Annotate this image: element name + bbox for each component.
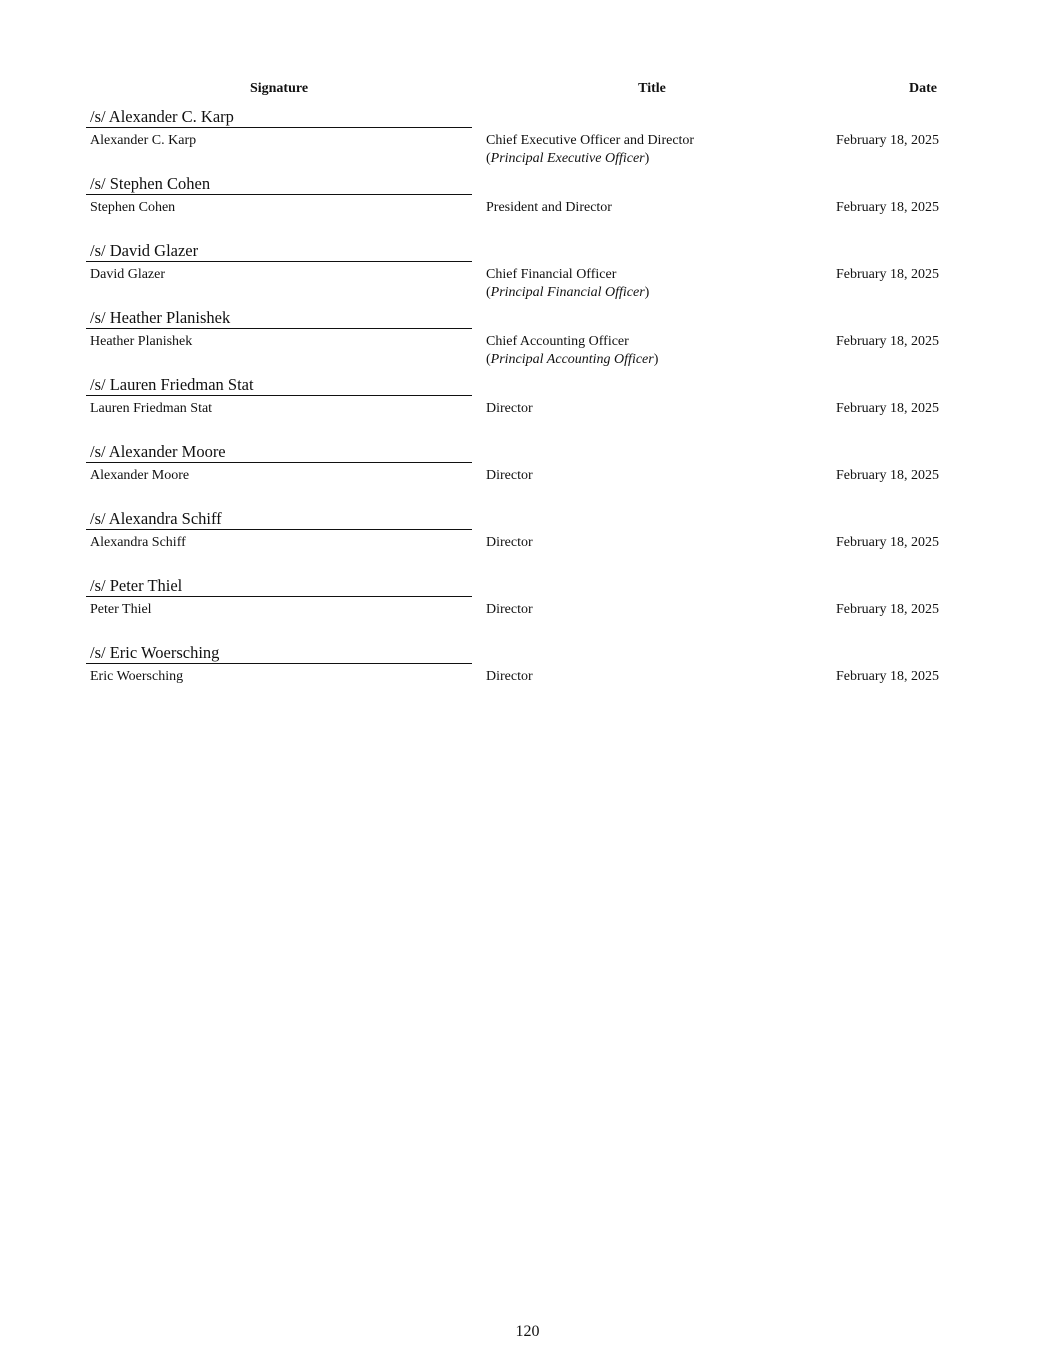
signer-title xyxy=(486,199,612,217)
signer-title-role: (Principal Executive Officer) xyxy=(486,151,650,166)
signer-title-text: Director xyxy=(486,669,533,684)
signer-title-text: Director xyxy=(486,602,533,617)
signer-name: Alexandra Schiff xyxy=(90,535,186,550)
signer-date: February 18, 2025 xyxy=(836,669,940,684)
signature-line: /s/ Lauren Friedman Stat xyxy=(86,375,472,396)
signer-date: February 18, 2025 xyxy=(836,334,940,349)
signature-line: /s/ Alexandra Schiff xyxy=(86,509,472,530)
signer-row xyxy=(0,174,1055,241)
signer-title xyxy=(486,601,533,619)
signature-line: /s/ Stephen Cohen xyxy=(86,174,472,195)
signer-date: February 18, 2025 xyxy=(836,267,940,282)
page-number: 120 xyxy=(515,1323,540,1340)
signer-title-text: Director xyxy=(486,535,533,550)
signer-row xyxy=(0,375,1055,442)
signer-title-text: President and Director xyxy=(486,200,612,215)
signer-title-role-text: Principal Financial Officer xyxy=(490,285,645,300)
signature-line: /s/ Eric Woersching xyxy=(86,643,472,664)
signer-date: February 18, 2025 xyxy=(836,133,940,148)
signer-title xyxy=(486,266,649,302)
signer-row xyxy=(0,308,1055,375)
header-signature: Signature xyxy=(249,81,309,96)
signer-row xyxy=(0,107,1055,174)
signer-row xyxy=(0,442,1055,509)
header-title: Title xyxy=(638,81,666,96)
signer-date: February 18, 2025 xyxy=(836,602,940,617)
signer-name: Alexander Moore xyxy=(90,468,190,483)
signer-row xyxy=(0,576,1055,643)
header-date: Date xyxy=(909,81,937,96)
signer-title xyxy=(486,668,533,686)
signer-title-role-text: Principal Accounting Officer xyxy=(490,352,654,367)
signer-date: February 18, 2025 xyxy=(836,535,940,550)
signer-name: Lauren Friedman Stat xyxy=(90,401,213,416)
signer-title-text: Director xyxy=(486,468,533,483)
signer-row xyxy=(0,643,1055,710)
signer-name: David Glazer xyxy=(90,267,166,282)
signature-line: /s/ David Glazer xyxy=(86,241,472,262)
signer-title xyxy=(486,132,694,168)
signer-title xyxy=(486,467,533,485)
signer-title-role-text: Principal Executive Officer xyxy=(490,151,645,166)
signer-title-text: Director xyxy=(486,401,533,416)
signer-title-role: (Principal Accounting Officer) xyxy=(486,352,659,367)
signer-date: February 18, 2025 xyxy=(836,401,940,416)
signer-title xyxy=(486,333,658,369)
signer-name: Stephen Cohen xyxy=(90,200,176,215)
signer-date: February 18, 2025 xyxy=(836,468,940,483)
signer-title xyxy=(486,534,533,552)
signature-line: /s/ Heather Planishek xyxy=(86,308,472,329)
signer-name: Heather Planishek xyxy=(90,334,193,349)
signer-title-text: Chief Financial Officer xyxy=(486,267,617,282)
signer-title-text: Chief Executive Officer and Director xyxy=(486,133,695,148)
signature-line: /s/ Alexander Moore xyxy=(86,442,472,463)
signature-line: /s/ Alexander C. Karp xyxy=(86,107,472,128)
signer-row xyxy=(0,509,1055,576)
signer-title-role: (Principal Financial Officer) xyxy=(486,285,650,300)
signer-title-text: Chief Accounting Officer xyxy=(486,334,629,349)
signer-date: February 18, 2025 xyxy=(836,200,940,215)
signer-name: Peter Thiel xyxy=(90,602,152,617)
signer-name: Alexander C. Karp xyxy=(90,133,197,148)
signer-name: Eric Woersching xyxy=(90,669,184,684)
signer-title xyxy=(486,400,533,418)
signature-line: /s/ Peter Thiel xyxy=(86,576,472,597)
signer-row xyxy=(0,241,1055,308)
